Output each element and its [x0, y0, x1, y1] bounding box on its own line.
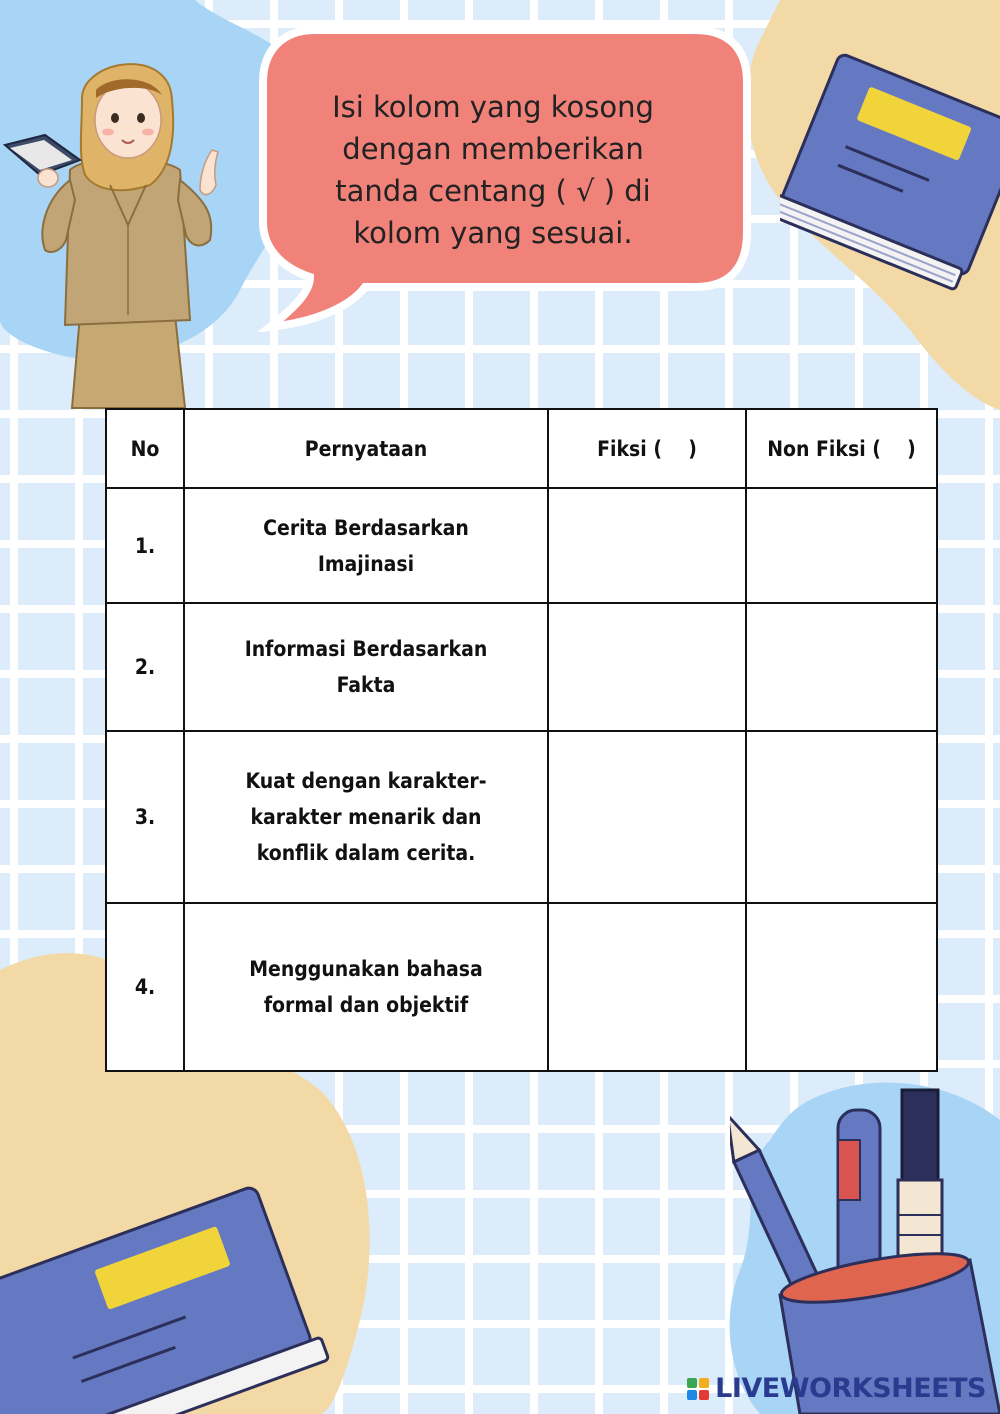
col-header-non-fiksi: Non Fiksi ( ): [746, 409, 937, 488]
book-icon: [0, 1185, 330, 1414]
non-fiksi-checkbox-cell[interactable]: [746, 731, 937, 903]
col-header-fiksi: Fiksi ( ): [548, 409, 746, 488]
statement-text: Kuat dengan karakter-karakter menarik dan konflik dalam cerita.: [245, 769, 487, 865]
instruction-line: kolom yang sesuai.: [353, 216, 633, 250]
fiksi-checkbox-cell[interactable]: [548, 603, 746, 731]
statement-text: Informasi Berdasarkan Fakta: [244, 637, 488, 697]
statement-text: Menggunakan bahasa formal dan objektif: [249, 957, 483, 1017]
teacher-illustration: [0, 40, 240, 410]
liveworksheets-brand: [687, 1373, 986, 1404]
table-row: [106, 731, 937, 903]
fiksi-checkbox-cell[interactable]: [548, 903, 746, 1071]
statement-text: Cerita Berdasarkan Imajinasi: [263, 515, 469, 576]
instruction-line: Isi kolom yang kosong: [332, 90, 654, 124]
instruction-text: [278, 86, 708, 254]
worksheet-table: [105, 408, 938, 1072]
col-header-pernyataan: Pernyataan: [184, 409, 548, 488]
table-header-row: [106, 409, 937, 488]
fiksi-checkbox-cell[interactable]: [548, 731, 746, 903]
brand-name: LIVEWORKSHEETS: [715, 1373, 986, 1404]
statement-cell: [184, 903, 548, 1071]
instruction-line: tanda centang ( √ ) di: [335, 174, 651, 208]
non-fiksi-checkbox-cell[interactable]: [746, 603, 937, 731]
liveworksheets-logo-icon: [687, 1378, 709, 1400]
row-number: 2.: [106, 603, 184, 731]
non-fiksi-checkbox-cell[interactable]: [746, 903, 937, 1071]
row-number: 4.: [106, 903, 184, 1071]
row-number: 3.: [106, 731, 184, 903]
col-header-no: No: [106, 409, 184, 488]
statement-cell: [184, 603, 548, 731]
fiksi-checkbox-cell[interactable]: [548, 488, 746, 603]
pencil-cup-icon: [730, 1085, 1000, 1414]
non-fiksi-checkbox-cell[interactable]: [746, 488, 937, 603]
statement-cell: [184, 731, 548, 903]
table-row: [106, 488, 937, 603]
table-row: [106, 903, 937, 1071]
statement-cell: [184, 488, 548, 603]
table-row: [106, 603, 937, 731]
instruction-line: dengan memberikan: [342, 132, 644, 166]
row-number: 1.: [106, 488, 184, 603]
book-icon: [780, 40, 1000, 300]
